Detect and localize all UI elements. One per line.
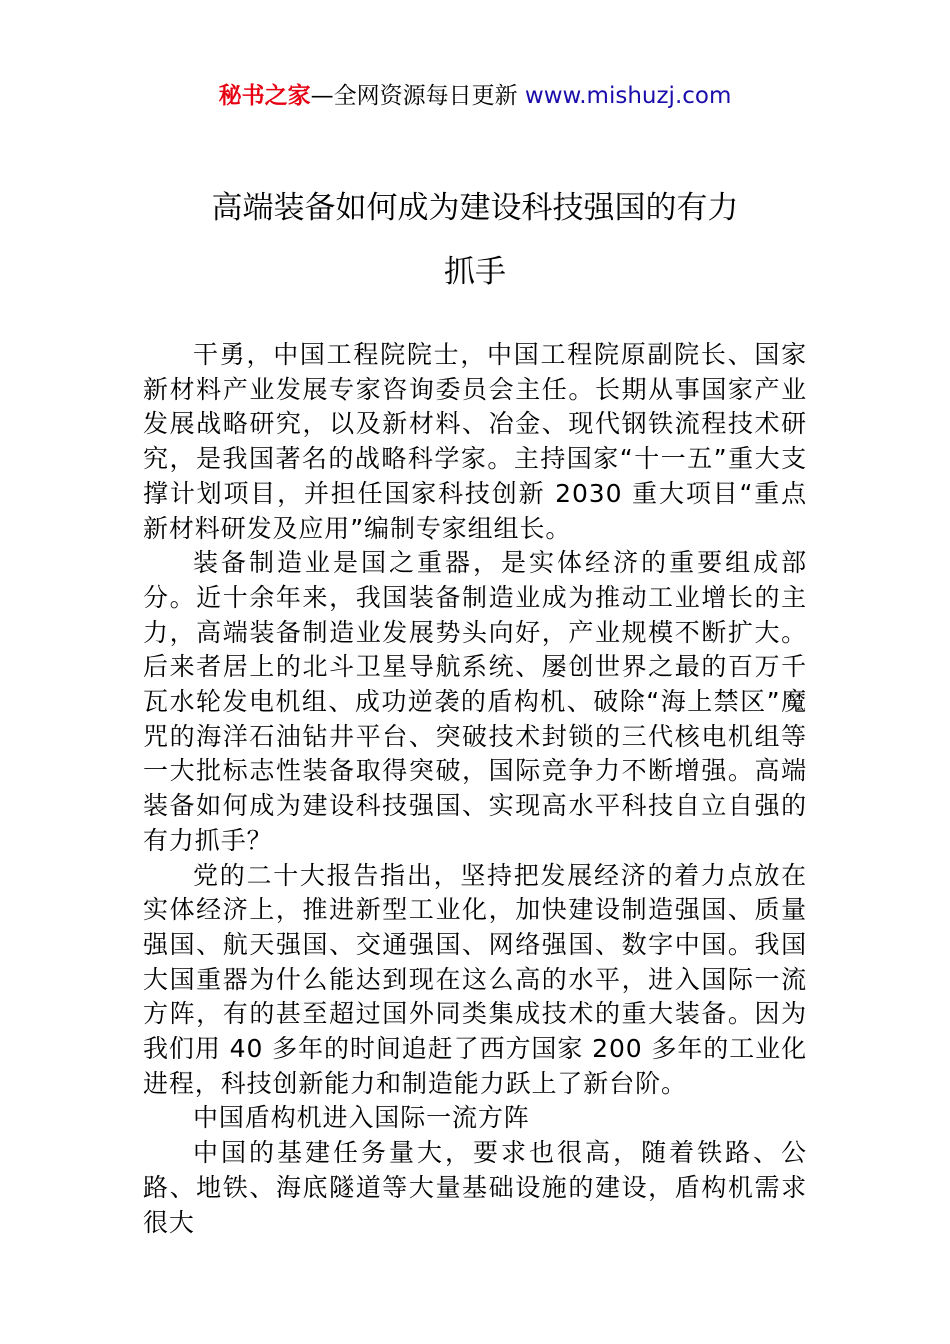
article-title — [150, 176, 800, 304]
section-heading-shield-machine: 中国盾构机进入国际一流方阵 — [193, 1103, 530, 1133]
article-title-line-1: 高端装备如何成为建设科技强国的有力 — [211, 190, 739, 226]
site-brand: 秘书之家 — [218, 83, 311, 109]
article-title-line-2: 抓手 — [444, 254, 506, 290]
paragraph-equipment-manufacturing: 装备制造业是国之重器，是实体经济的重要组成部分。近十余年来，我国装备制造业成为推动工业增长的主力，高端装备制造业发展势头向好，产业规模不断扩大。后来者居上的北斗卫星导航系统、屡创世界之最的百万千瓦水轮发电机组、成功逆袭的盾构机、破除“海上禁区”魔咒的海洋石油钻井平台、突破技术封锁的三代核电机组等一大批标志性装备取得突破，国际竞争力不断增强。高端装备如何成为建设科技强国、实现高水平科技自立自强的有力抓手？ — [143, 548, 807, 855]
site-tagline: —全网资源每日更新 — [310, 83, 525, 109]
site-header — [0, 80, 950, 112]
paragraph-author-bio: 干勇，中国工程院院士，中国工程院原副院长、国家新材料产业发展专家咨询委员会主任。长期从事国家产业发展战略研究，以及新材料、冶金、现代钢铁流程技术研究，是我国著名的战略科学家。主持国家“十一五”重大支撑计划项目，并担任国家科技创新 2030 重大项目“重点新材料研发及应用”编制专家组组长。 — [143, 340, 807, 543]
article-body — [143, 338, 807, 1240]
paragraph-infrastructure-demand: 中国的基建任务量大，要求也很高，随着铁路、公路、地铁、海底隧道等大量基础设施的建设，盾构机需求很大 — [143, 1138, 807, 1237]
paragraph-party-congress-report: 党的二十大报告指出，坚持把发展经济的着力点放在实体经济上，推进新型工业化，加快建设制造强国、质量强国、航天强国、交通强国、网络强国、数字中国。我国大国重器为什么能达到现在这么高的水平，进入国际一流方阵，有的甚至超过国外同类集成技术的重大装备。因为我们用 40 多年的时间追赶了西方国家 200 多年的工业化进程，科技创新能力和制造能力跃上了新台阶。 — [143, 860, 807, 1098]
site-url-link[interactable]: www.mishuzj.com — [524, 83, 732, 109]
